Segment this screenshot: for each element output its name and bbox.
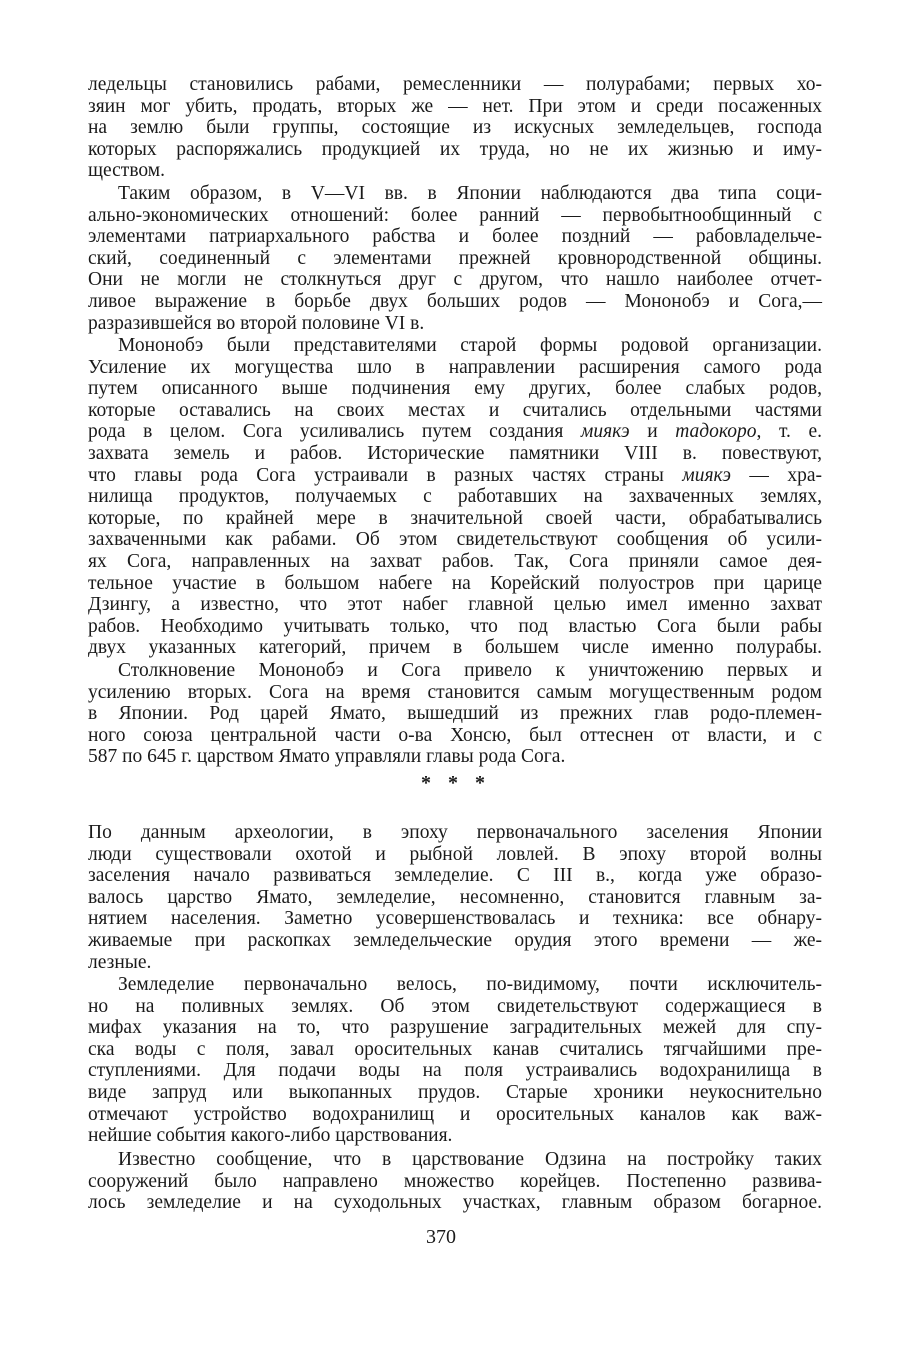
text-line: которые оставались на своих местах и считались отдельными частями (88, 399, 822, 421)
text-line: двух указанных категорий, причем в большем числе именно полурабы. (88, 637, 822, 659)
text-line: ях Сога, направленных на захват рабов. Так, Сога приняли самое дея- (88, 550, 822, 572)
paragraph-4 (88, 660, 822, 768)
text-line: захваченными как рабами. Об этом свидетельствуют сообщения об усили- (88, 529, 822, 551)
italic-term: миякэ (682, 464, 731, 486)
text-line: Известно сообщение, что в царствование Одзина на постройку таких (118, 1149, 822, 1170)
text-line: лезные. (88, 951, 152, 973)
text-line: лось земледелие и на суходольных участках, главным образом богарное. (88, 1192, 822, 1214)
paragraph-2 (88, 183, 822, 334)
text-line: ступлениями. Для подачи воды на поля устраивались водохранилища в (88, 1060, 822, 1082)
text-line: разразившейся во второй половине VI в. (88, 312, 425, 334)
text-line: рабов. Необходимо учитывать только, что под властью Сога были рабы (88, 615, 822, 637)
text-line: ска воды с поля, завал оросительных канав считались тягчайшими пре- (88, 1038, 822, 1060)
text-line: 587 по 645 г. царством Ямато управляли главы рода Сога. (88, 746, 566, 768)
text-line: путем описанного выше подчинения ему других, более слабых родов, (88, 378, 822, 400)
text-line: усилению вторых. Сога на время становится самым могущественным родом (88, 681, 822, 703)
text-line: Земледелие первоначально велось, по-видимому, почти исключитель- (118, 974, 822, 995)
text-line: зяин мог убить, продать, вторых же — нет. При этом и среди посаженных (88, 95, 822, 117)
text-line (88, 421, 822, 443)
text-line: Они не могли не столкнуться друг с другом, что нашло наиболее отчет- (88, 269, 822, 291)
text-line: элементами патриархального рабства и более поздний — рабовладельче- (88, 226, 822, 248)
text-segment: — хра- (731, 464, 822, 486)
text-line: которых распоряжались продукцией их труда, но не их жизнью и иму- (88, 138, 822, 160)
text-line: отмечают устройство водохранилищ и оросительных каналов как важ- (88, 1103, 822, 1125)
text-line: Мононобэ были представителями старой формы родовой организации. (118, 335, 822, 356)
text-segment: , т. е. (756, 421, 823, 443)
text-line: захвата земель и рабов. Исторические памятники VIII в. повествуют, (88, 442, 822, 464)
text-line: Столкновение Мононобэ и Сога привело к уничтожению первых и (118, 660, 822, 681)
text-line: нилища продуктов, получаемых с работавших на захваченных землях, (88, 486, 822, 508)
text-line: на землю были группы, состоящие из искусных земледельцев, господа (88, 117, 822, 139)
text-line: нейшие события какого-либо царствования. (88, 1125, 453, 1147)
text-line: сооружений было направлено множество корейцев. Постепенно развива- (88, 1170, 822, 1192)
paragraph-5 (88, 822, 822, 973)
text-line: ально-экономических отношений: более ранний — первобытнообщинный с (88, 204, 822, 226)
italic-term: миякэ (580, 421, 630, 443)
text-segment: и (629, 421, 676, 443)
text-line: ледельцы становились рабами, ремесленники — полурабами; первых хо- (88, 74, 822, 95)
text-line: но на поливных землях. Об этом свидетельствуют содержащиеся в (88, 995, 822, 1017)
text-line: валось царство Ямато, земледелие, несомненно, становится главным за- (88, 886, 822, 908)
text-line: тельное участие в большом набеге на Корейский полуостров при царице (88, 572, 822, 594)
paragraph-1 (88, 74, 822, 182)
text-line: По данным археологии, в эпоху первоначального заселения Японии (88, 822, 822, 843)
text-line: ливое выражение в борьбе двух больших родов — Мононобэ и Сога,— (88, 290, 822, 312)
text-segment: что главы рода Сога устраивали в разных частях страны (88, 464, 683, 486)
text-line: Усиление их могущества шло в направлении расширения самого рода (88, 356, 822, 378)
paragraph-3 (88, 335, 822, 659)
paragraph-7 (88, 1149, 822, 1214)
text-line: мифах указания на то, что разрушение заградительных межей для спу- (88, 1017, 822, 1039)
italic-term: тадокоро (675, 421, 757, 443)
text-line: которые, по крайней мере в значительной своей части, обрабатывались (88, 507, 822, 529)
text-line: живаемые при раскопках земледельческие орудия этого времени — же- (88, 929, 822, 951)
text-line: Таким образом, в V—VI вв. в Японии наблюдаются два типа соци- (118, 183, 822, 204)
text-line: ного союза центральной части о-ва Хонсю, был оттеснен от власти, и с (88, 724, 822, 746)
text-line (88, 465, 822, 487)
text-segment: рода в целом. Сога усиливались путем создания (88, 421, 581, 443)
section-break: * * * (421, 772, 491, 794)
page-number: 370 (426, 1226, 456, 1248)
text-line: нятием населения. Заметно усовершенствовалась и техника: все обнару- (88, 908, 822, 930)
text-line: Дзингу, а известно, что этот набег главной целью имел именно захват (88, 594, 822, 616)
text-line: заселения начало развиваться земледелие. С III в., когда уже образо- (88, 865, 822, 887)
text-line: ский, соединенный с элементами прежней кровнородственной общины. (88, 247, 822, 269)
text-line: в Японии. Род царей Ямато, вышедший из прежних глав родо-племен- (88, 703, 822, 725)
text-line: виде запруд или выкопанных прудов. Старые хроники неукоснительно (88, 1081, 822, 1103)
text-line: ществом. (88, 160, 166, 182)
paragraph-6 (88, 974, 822, 1147)
text-line: люди существовали охотой и рыбной ловлей. В эпоху второй волны (88, 843, 822, 865)
